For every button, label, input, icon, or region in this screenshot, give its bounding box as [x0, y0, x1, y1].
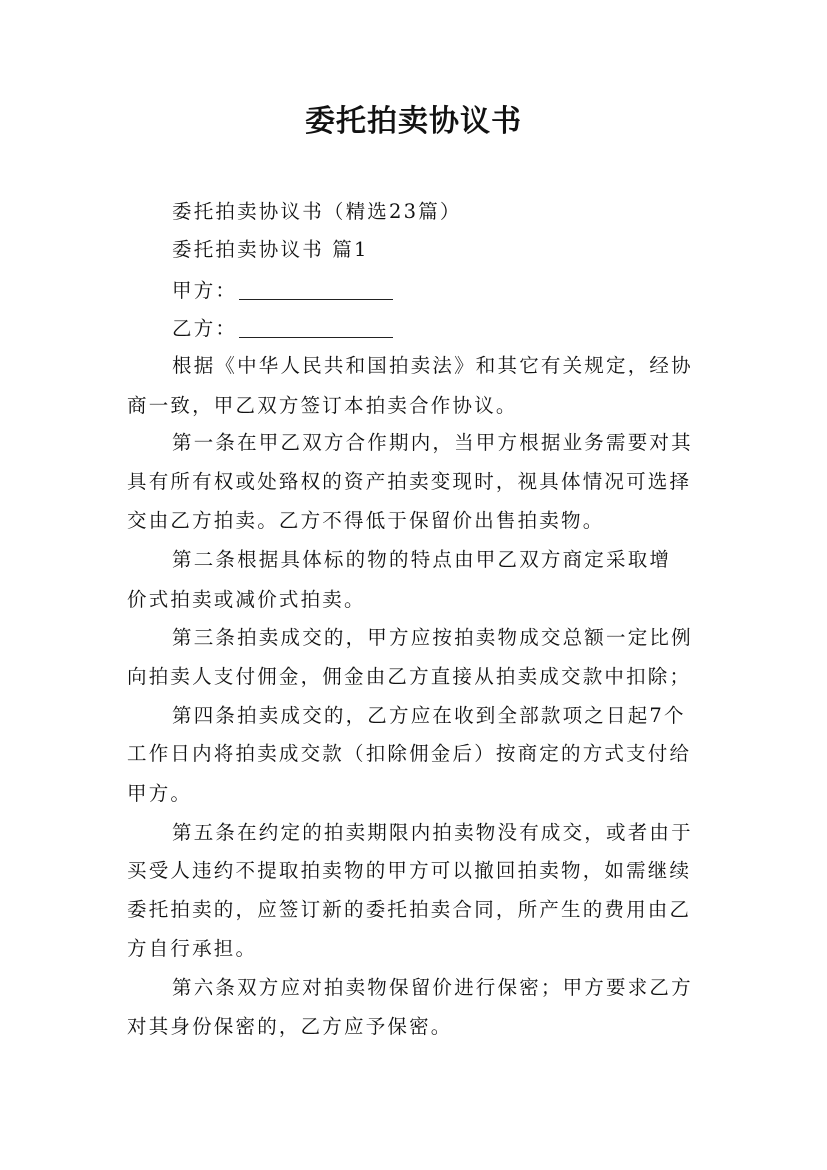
- paragraph-line: 商一致，甲乙双方签订本拍卖合作协议。: [127, 394, 518, 417]
- paragraph-line: 委托拍卖的，应签订新的委托拍卖合同，所产生的费用由乙: [127, 898, 692, 921]
- paragraph-line: 第三条拍卖成交的，甲方应按拍卖物成交总额一定比例: [172, 626, 693, 649]
- party-a-blank: [239, 279, 393, 300]
- document-title: 委托拍卖协议书: [305, 104, 522, 139]
- section-heading: 委托拍卖协议书 篇1: [172, 238, 369, 261]
- paragraph-line: 买受人违约不提取拍卖物的甲方可以撤回拍卖物，如需继续: [127, 859, 692, 882]
- party-a-line: [172, 276, 393, 306]
- party-b-line: [172, 314, 393, 344]
- paragraph-line: 第六条双方应对拍卖物保留价进行保密；甲方要求乙方: [172, 976, 693, 999]
- doc-subtitle: 委托拍卖协议书（精选23篇）: [172, 200, 462, 223]
- party-a-label: 甲方：: [172, 279, 238, 302]
- paragraph-line: 甲方。: [127, 782, 193, 805]
- paragraph-line: 第五条在约定的拍卖期限内拍卖物没有成交，或者由于: [172, 821, 693, 844]
- paragraph-line: 根据《中华人民共和国拍卖法》和其它有关规定，经协: [172, 354, 693, 377]
- paragraph-line: 具有所有权或处臵权的资产拍卖变现时，视具体情况可选择: [127, 470, 692, 493]
- paragraph-line: 第四条拍卖成交的，乙方应在收到全部款项之日起7个: [172, 704, 686, 727]
- paragraph-line: 第一条在甲乙双方合作期内，当甲方根据业务需要对其: [172, 431, 693, 454]
- paragraph-line: 方自行承担。: [127, 937, 258, 960]
- paragraph-line: 对其身份保密的，乙方应予保密。: [127, 1015, 453, 1038]
- paragraph-line: 向拍卖人支付佣金，佣金由乙方直接从拍卖成交款中扣除；: [127, 665, 692, 688]
- party-b-label: 乙方：: [172, 317, 238, 340]
- paragraph-line: 工作日内将拍卖成交款（扣除佣金后）按商定的方式支付给: [127, 742, 692, 765]
- paragraph-line: 第二条根据具体标的物的特点由甲乙双方商定采取增: [172, 548, 672, 571]
- paragraph-line: 价式拍卖或减价式拍卖。: [127, 588, 366, 611]
- party-b-blank: [239, 317, 393, 338]
- paragraph-line: 交由乙方拍卖。乙方不得低于保留价出售拍卖物。: [127, 509, 605, 532]
